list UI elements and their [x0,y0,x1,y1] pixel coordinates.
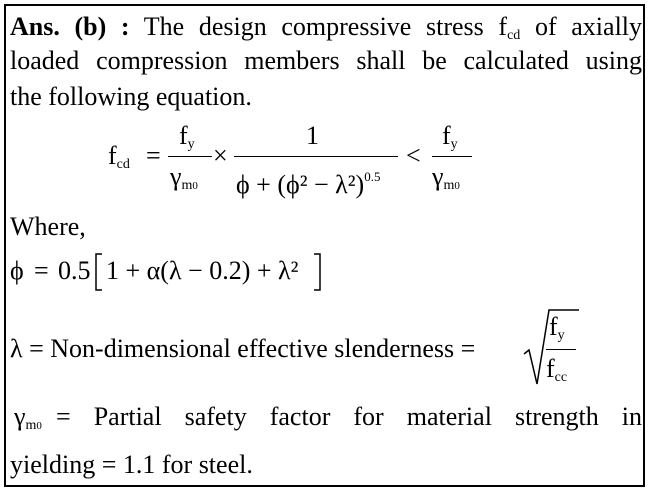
left-bracket-icon [92,252,104,292]
eq-lhs: $f_{cd}$ [108,141,130,172]
eq-denominator: $\phi + (\phi^2 - \lambda^2)^{0.5}$ [236,169,381,199]
phi-coef: 0.5 [58,256,91,285]
eq-frac-bar-3 [432,156,472,157]
right-bracket-icon [312,252,324,292]
eq-equals: = [146,141,161,170]
answer-label: Ans. (b) : [10,12,130,41]
intro-text-end: of axially [534,12,643,41]
eq-fy-num: $f_y$ [179,121,195,152]
eq-less-than: < [406,141,421,170]
where-label: Where, [10,212,86,241]
gamma-text-a: = Partial safety factor for material strength in [56,402,642,431]
eq-times: × [213,141,228,170]
eq-frac-bar-1 [168,156,212,157]
eq-one: 1 [306,121,319,150]
intro-line-2: loaded compression members shall be calculated using [10,46,642,75]
gamma-symbol: $\gamma_m0$ [14,402,42,433]
lambda-definition: λ = Non-dimensional effective slenderness = [10,334,476,363]
eq-gamma-den-2: $\gamma_m0$ [432,162,460,193]
lambda-frac-bar [546,349,576,350]
eq-fy-num-2: $f_y$ [442,121,458,152]
phi-lhs: ϕ [10,256,24,285]
intro-line-3: the following equation. [10,82,252,111]
eq-frac-bar-2 [234,156,398,157]
gamma-text-b: yielding = 1.1 for steel. [10,450,253,479]
phi-inner: 1 + α(λ − 0.2) + λ² [106,256,299,285]
intro-text: The design compressive stress $f_{cd}$ [143,12,521,43]
lambda-num: $f_y$ [549,312,565,343]
eq-gamma-den: $\gamma_m0$ [170,162,198,193]
lambda-den: $f_{cc}$ [546,354,568,385]
phi-equals: = [34,256,49,285]
